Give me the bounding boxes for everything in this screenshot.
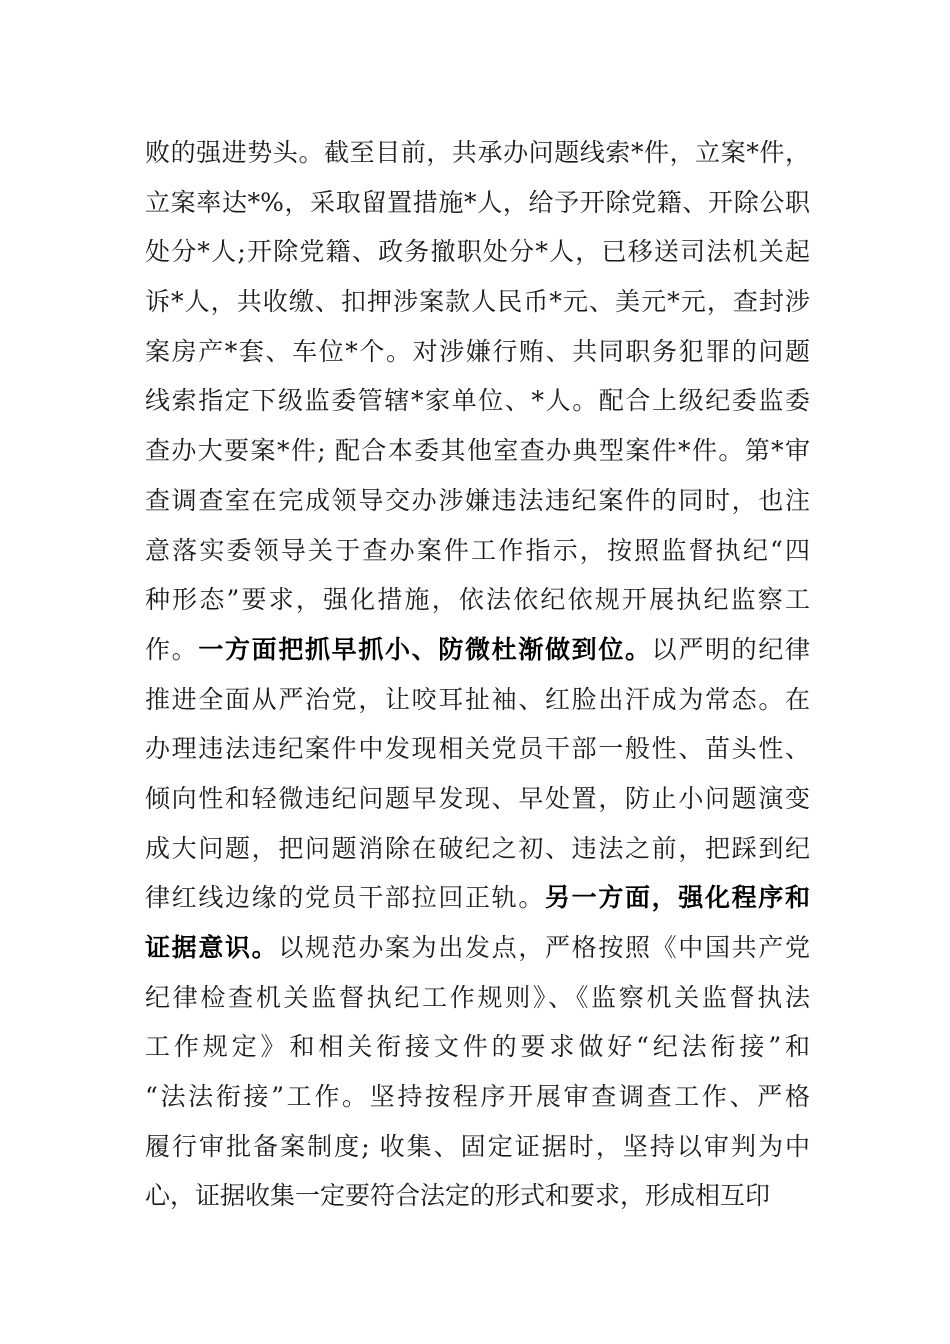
- body-paragraph: [145, 128, 810, 1221]
- text-line: [145, 426, 810, 476]
- body-text: 查调查室在完成领导交办涉嫌违法违纪案件的同时，也注: [145, 485, 810, 515]
- body-text: 律红线边缘的党员干部拉回正轨。: [145, 883, 545, 913]
- text-line: [145, 128, 810, 178]
- text-line: [145, 923, 810, 973]
- text-line: [145, 1022, 810, 1072]
- text-line: [145, 1171, 810, 1221]
- body-text: 败的强进势头。截至目前，共承办问题线索*件，立案*件，: [145, 138, 810, 167]
- text-line: [145, 376, 810, 426]
- text-line: [145, 1122, 810, 1172]
- body-text: 立案率达*%，采取留置措施*人，给予开除党籍、开除公职: [145, 187, 810, 217]
- body-text: 处分*人;开除党籍、政务撤职处分*人，已移送司法机关起: [145, 237, 810, 267]
- body-text: 以严明的纪律: [651, 634, 810, 664]
- text-line: [145, 526, 810, 576]
- text-line: [145, 973, 810, 1023]
- text-line: [145, 824, 810, 874]
- text-line: [145, 327, 810, 377]
- text-line: [145, 724, 810, 774]
- text-line: [145, 873, 810, 923]
- bold-heading-text: 一方面把抓早抓小、防微杜渐做到位。: [198, 634, 652, 664]
- body-text: 倾向性和轻微违纪问题早发现、早处置，防止小问题演变: [145, 783, 810, 813]
- body-text: 种形态”要求，强化措施，依法依纪依规开展执纪监察工: [145, 585, 810, 615]
- body-text: 线索指定下级监委管辖*家单位、*人。配合上级纪委监委: [145, 386, 810, 416]
- text-line: [145, 277, 810, 327]
- text-line: [145, 675, 810, 725]
- body-text: 心，证据收集一定要符合法定的形式和要求，形成相互印: [145, 1181, 771, 1211]
- text-line: [145, 774, 810, 824]
- body-text: 以规范办案为出发点，严格按照《中国共产党: [278, 933, 810, 962]
- text-line: [145, 476, 810, 526]
- body-text: 作。: [145, 634, 199, 664]
- body-text: 推进全面从严治党，让咬耳扯袖、红脸出汗成为常态。在: [145, 684, 810, 714]
- body-text: 查办大要案*件; 配合本委其他室查办典型案件*件。第*审: [145, 436, 810, 466]
- bold-heading-text: 证据意识。: [145, 933, 279, 962]
- body-text: 履行审批备案制度; 收集、固定证据时，坚持以审判为中: [145, 1131, 810, 1161]
- body-text: 办理违法违纪案件中发现相关党员干部一般性、苗头性、: [145, 734, 810, 764]
- body-text: 纪律检查机关监督执纪工作规则》、《监察机关监督执法: [145, 982, 810, 1012]
- body-text: 案房产*套、车位*个。对涉嫌行贿、共同职务犯罪的问题: [145, 336, 810, 366]
- text-line: [145, 575, 810, 625]
- text-line: [145, 178, 810, 228]
- text-line: [145, 1072, 810, 1122]
- body-text: 诉*人，共收缴、扣押涉案款人民币*元、美元*元，查封涉: [145, 287, 810, 317]
- body-text: “法法衔接”工作。坚持按程序开展审查调查工作、严格: [145, 1082, 810, 1112]
- bold-heading-text: 另一方面，强化程序和: [544, 883, 810, 913]
- text-line: [145, 625, 810, 675]
- body-text: 成大问题，把问题消除在破纪之初、违法之前，把踩到纪: [145, 833, 810, 863]
- text-line: [145, 227, 810, 277]
- body-text: 工作规定》和相关衔接文件的要求做好“纪法衔接”和: [145, 1032, 810, 1062]
- body-text: 意落实委领导关于查办案件工作指示，按照监督执纪“四: [145, 535, 810, 565]
